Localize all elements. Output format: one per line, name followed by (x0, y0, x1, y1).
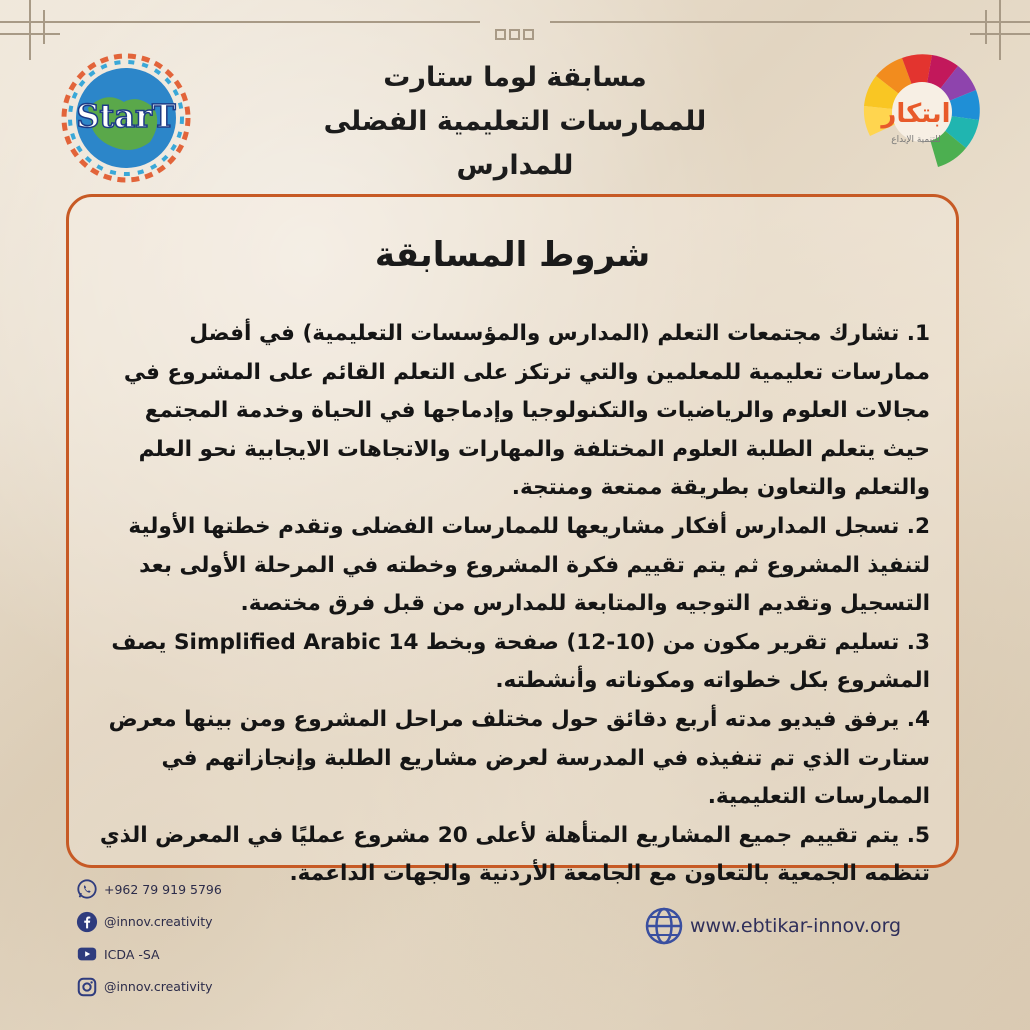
conditions-panel (66, 194, 959, 887)
condition-item-4: 4. يرفق فيديو مدته أربع دقائق حول مختلف مراحل المشروع ومن بينها معرض ستارت الذي تم تنفيذه في المدرسة لعرض مشاريع الطلبة وإنجازاتهم في الممارسات التعليمية. (108, 706, 930, 810)
header-line-1: مسابقة لوما ستارت (383, 62, 647, 93)
header-line-3: للمدارس (456, 150, 574, 181)
contact-whatsapp[interactable] (76, 876, 316, 902)
start-logo (58, 50, 194, 186)
whatsapp-number: +962 79 919 5796 (104, 881, 222, 897)
youtube-channel: ICDA -SA (104, 946, 160, 962)
conditions-list (95, 315, 930, 894)
panel-title: شروط المسابقة (374, 235, 651, 275)
website-link[interactable] (644, 904, 901, 948)
competition-header (250, 56, 780, 188)
contact-instagram[interactable] (76, 974, 316, 1000)
facebook-handle: @innov.creativity (104, 914, 213, 929)
whatsapp-icon (76, 878, 98, 900)
youtube-icon (76, 943, 98, 965)
ebtikar-logo (852, 50, 982, 180)
condition-item-3: 3. تسليم تقرير مكون من (10-12) صفحة وبخط Simplified Arabic 14 يصف المشروع بكل خطواته ومكوناته وأنشطته. (111, 629, 930, 694)
instagram-handle: @innov.creativity (104, 979, 213, 994)
website-url: www.ebtikar-innov.org (690, 915, 902, 937)
condition-item-2: 2. تسجل المدارس أفكار مشاريعها للممارسات الفضلى وتقدم خطتها الأولية لتنفيذ المشروع ثم يتم تقييم فكرة المشروع وخطته في المرحلة الأولى بعد التسجيل وتقديم التوجيه والمتابعة للمدارس من قبل فرق مختصة. (128, 513, 930, 617)
facebook-icon (76, 911, 98, 933)
globe-icon (644, 906, 684, 946)
condition-item-5: 5. يتم تقييم جميع المشاريع المتأهلة لأعلى 20 مشروع عمليًا في المعرض الذي تنظمه الجمعية بالتعاون مع الجامعة الأردنية والجهات الداعمة. (99, 822, 930, 887)
instagram-icon (76, 976, 98, 998)
contact-facebook[interactable] (76, 909, 316, 935)
ebtikar-logo-text: ابتكار (881, 99, 951, 129)
condition-item-1: 1. تشارك مجتمعات التعلم (المدارس والمؤسسات التعليمية) في أفضل ممارسات تعليمية للمعلمين والتي ترتكز على التعلم القائم على المشروع في مجالات العلوم والرياضيات والتكنولوجيا وإدماجها في الحياة وخدمة المجتمع حيث يتعلم الطلبة العلوم المختلفة والمهارات والاتجاهات الايجابية نحو العلم والتعلم والتعاون بطريقة ممتعة ومنتجة. (123, 321, 930, 501)
contact-list (76, 876, 316, 1006)
start-logo-text: StarT (76, 97, 176, 135)
ebtikar-logo-subtext: للتنمية الإبداع (891, 135, 941, 145)
contact-youtube[interactable] (76, 941, 316, 967)
header-line-2: للممارسات التعليمية الفضلى (323, 106, 707, 137)
